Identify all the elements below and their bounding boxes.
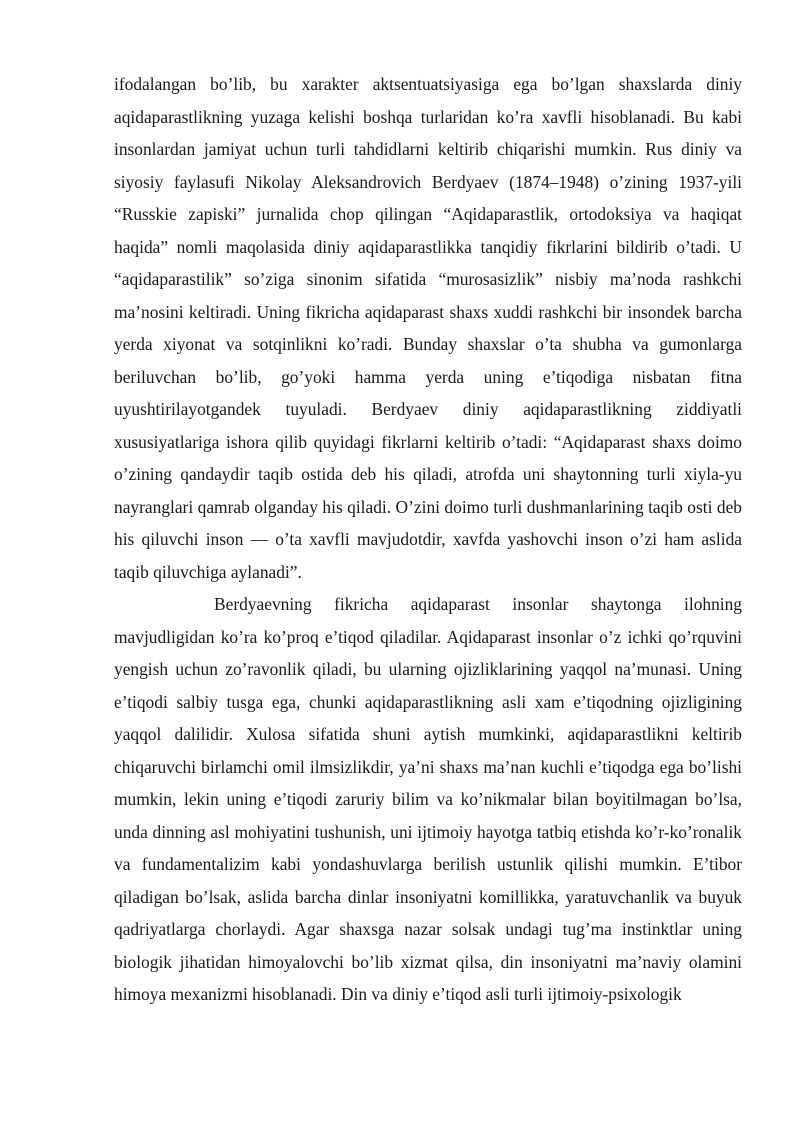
paragraph-2: Berdyaevning fikricha aqidaparast insonlar shaytonga ilohning mavjudligidan ko’ra ko’proq e’tiqod qiladilar. Aqidaparast insonlar o’z ichki qo’rquvini yengish uchun zo’ravonlik qiladi, bu ularning ojizliklarining yaqqol na’munasi. Uning e’tiqodi salbiy tusga ega, chunki aqidaparastlikning asli xam e’tiqodning ojizligining yaqqol dalilidir. Xulosa sifatida shuni aytish mumkinki, aqidaparastlikni keltirib chiqaruvchi birlamchi omil ilmsizlikdir, ya’ni shaxs ma’nan kuchli e’tiqodga ega bo’lishi mumkin, lekin uning e’tiqodi zaruriy bilim va ko’nikmalar bilan boyitilmagan bo’lsa, unda dinning asl mohiyatini tushunish, uni ijtimoiy hayotga tatbiq etishda ko’r-ko’ronalik va fundamentalizim kabi yondashuvlarga berilish ustunlik qilishi mumkin. E’tibor qiladigan bo’lsak, aslida barcha dinlar insoniyatni komillikka, yaratuvchanlik va buyuk qadriyatlarga chorlaydi. Agar shaxsga nazar solsak undagi tug’ma instinktlar uning biologik jihatidan himoyalovchi bo’lib xizmat qilsa, din insoniyatni ma’naviy olamini himoya mexanizmi hisoblanadi. Din va diniy e’tiqod asli turli ijtimoiy-psixologik: [114, 594, 742, 1004]
document-page: [114, 68, 742, 1011]
paragraph-1: ifodalangan bo’lib, bu xarakter aktsentuatsiyasiga ega bo’lgan shaxslarda diniy aqidaparastlikning yuzaga kelishi boshqa turlaridan ko’ra xavfli hisoblanadi. Bu kabi insonlardan jamiyat uchun turli tahdidlarni keltirib chiqarishi mumkin. Rus diniy va siyosiy faylasufi Nikolay Aleksandrovich Berdyaev (1874–1948) o’zining 1937-yili “Russkie zapiski” jurnalida chop qilingan “Aqidaparastlik, ortodoksiya va haqiqat haqida” nomli maqolasida diniy aqidaparastlikka tanqidiy fikrlarini bildirib o’tadi. U “aqidaparastilik” so’ziga sinonim sifatida “murosasizlik” nisbiy ma’noda rashkchi ma’nosini keltiradi. Uning fikricha aqidaparast shaxs xuddi rashkchi bir insondek barcha yerda xiyonat va sotqinlikni ko’radi. Bunday shaxslar o’ta shubha va gumonlarga beriluvchan bo’lib, go’yoki hamma yerda uning e’tiqodiga nisbatan fitna uyushtirilayotgandek tuyuladi. Berdyaev diniy aqidaparastlikning ziddiyatli xususiyatlariga ishora qilib quyidagi fikrlarni keltirib o’tadi: “Aqidaparast shaxs doimo o’zining qandaydir taqib ostida deb his qiladi, atrofda uni shaytonning turli xiyla-yu nayranglari qamrab olganday his qiladi. O’zini doimo turli dushmanlarining taqib osti deb his qiluvchi inson — o’ta xavfli mavjudotdir, xavfda yashovchi inson o’zi ham aslida taqib qiluvchiga aylanadi”.: [114, 74, 742, 582]
